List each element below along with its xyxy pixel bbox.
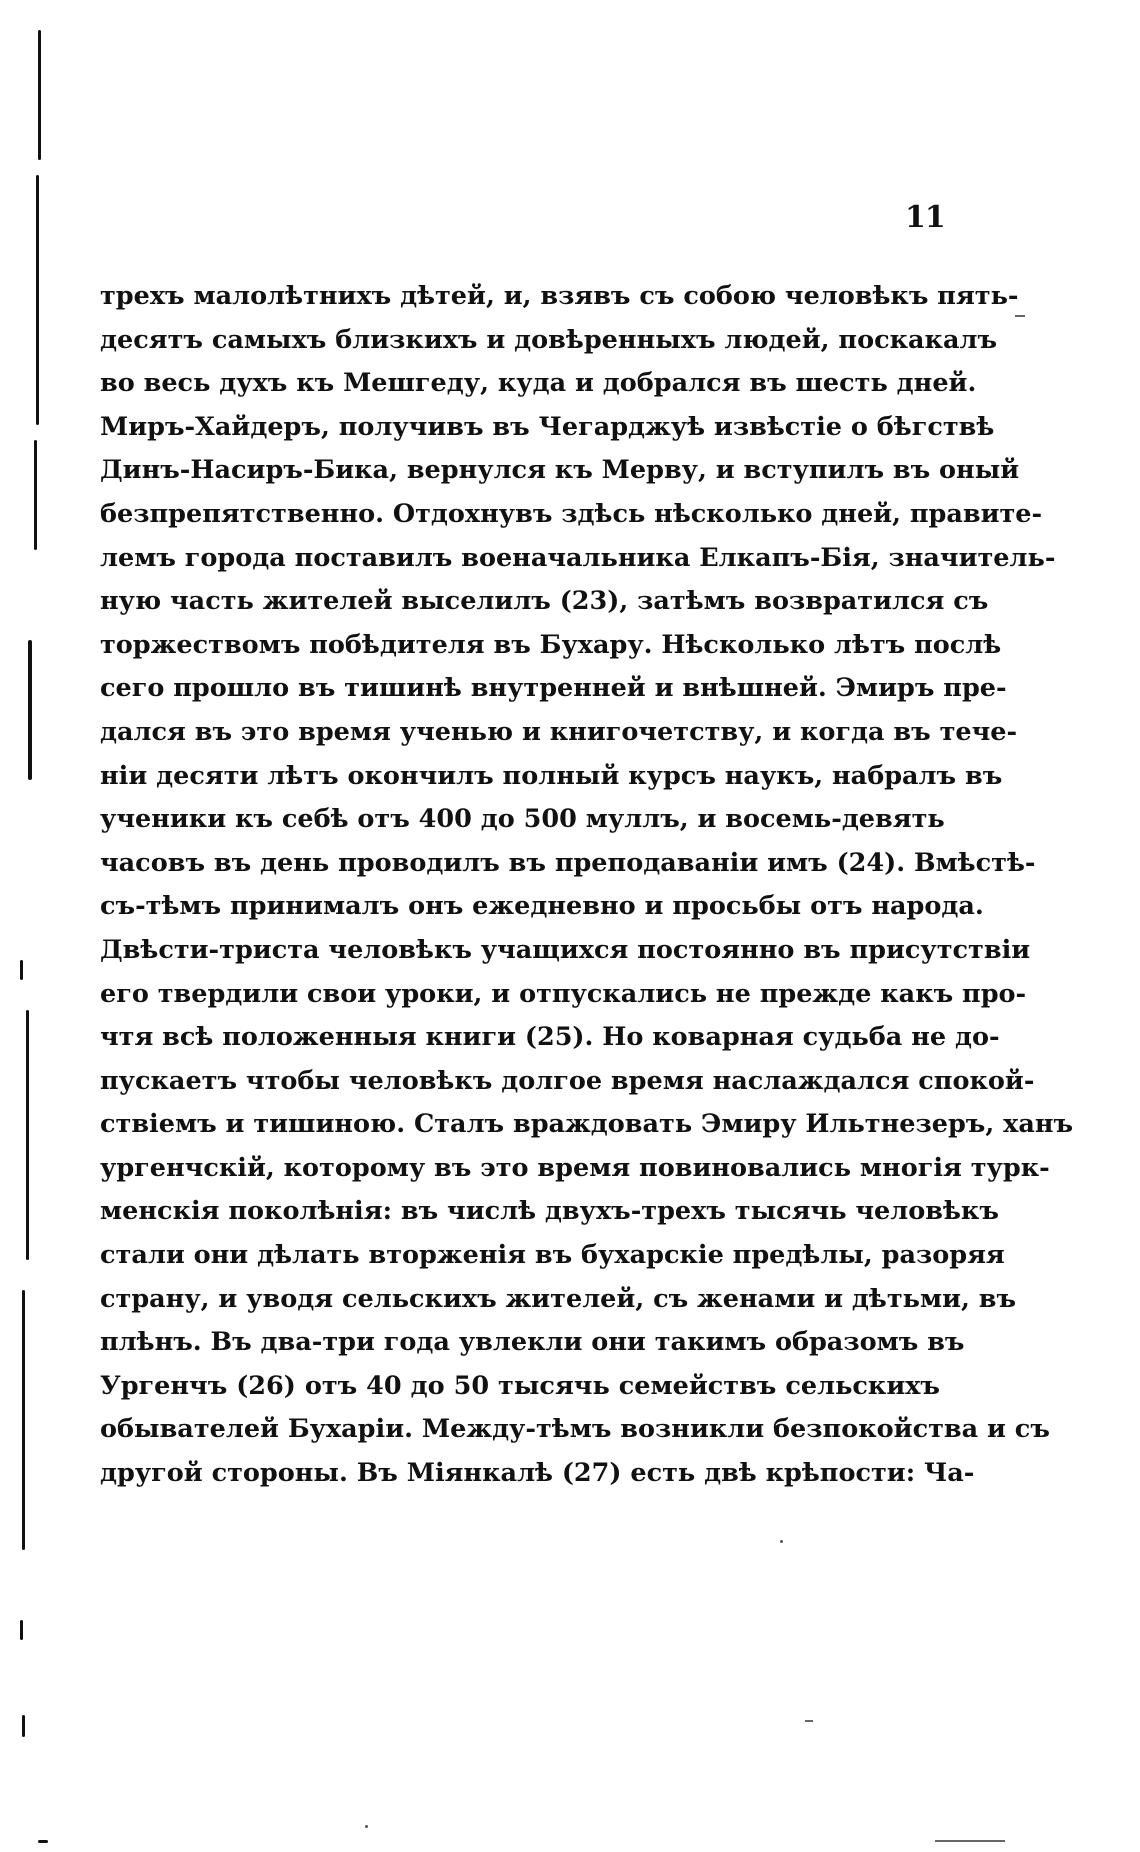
scan-speck	[805, 1720, 813, 1722]
text-line: ніи десяти лѣтъ окончилъ полный курсъ наукъ, набралъ въ	[100, 760, 1003, 791]
text-line: страну, и уводя сельскихъ жителей, съ женами и дѣтьми, въ	[100, 1283, 1017, 1314]
text-line: менскія поколѣнія: въ числѣ двухъ-трехъ тысячь человѣкъ	[100, 1196, 999, 1227]
text-line: Динъ-Насиръ-Бика, вернулся къ Мерву, и вступилъ въ оный	[100, 455, 1020, 486]
text-line: дался въ это время ученью и книгочетству, и когда въ тече-	[100, 716, 1018, 747]
left-margin-scan-line	[34, 440, 37, 550]
text-line: пускаетъ чтобы человѣкъ долгое время наслаждался спокой-	[100, 1065, 1035, 1096]
text-line: ургенчскій, которому въ это время повиновались многія турк-	[100, 1152, 1050, 1183]
text-line: трехъ малолѣтнихъ дѣтей, и, взявъ съ собою человѣкъ пять-	[100, 281, 1019, 311]
text-line: ствіемъ и тишиною. Сталъ враждовать Эмиру Ильтнезеръ, ханъ	[100, 1109, 1074, 1140]
text-line: лемъ города поставилъ военачальника Елкапъ-Бія, значитель-	[100, 542, 1056, 573]
left-margin-scan-line	[22, 1715, 25, 1737]
text-line: десятъ самыхъ близкихъ и довѣренныхъ людей, поскакалъ	[100, 324, 998, 355]
scan-speck	[1015, 315, 1025, 317]
text-line: обывателей Бухаріи. Между-тѣмъ возникли безпокойства и съ	[100, 1414, 1050, 1445]
text-line: чтя всѣ положенныя книги (25). Но коварная судьба не до-	[100, 1022, 1000, 1053]
text-line: стали они дѣлать вторженія въ бухарскіе предѣлы, разоряя	[100, 1240, 1005, 1271]
text-line: безпрепятственно. Отдохнувъ здѣсь нѣсколько дней, правите-	[100, 498, 1043, 529]
text-line: другой стороны. Въ Міянкалѣ (27) есть двѣ крѣпости: Ча-	[100, 1458, 975, 1489]
text-line: во весь духъ къ Мешгеду, куда и добрался въ шесть дней.	[100, 368, 977, 399]
text-line: ученики къ себѣ отъ 400 до 500 муллъ, и восемь-девять	[100, 804, 945, 835]
text-line: торжествомъ побѣдителя въ Бухару. Нѣсколько лѣтъ послѣ	[100, 629, 1002, 660]
scan-speck	[365, 1825, 368, 1828]
text-line: часовъ въ день проводилъ въ преподаваніи имъ (24). Вмѣстѣ-	[100, 847, 1036, 878]
text-line: Двѣсти-триста человѣкъ учащихся постоянно въ присутствіи	[100, 934, 1031, 965]
scan-speck	[935, 1840, 1005, 1842]
text-line: съ-тѣмъ принималъ онъ ежедневно и просьбы отъ народа.	[100, 891, 984, 922]
body-text	[100, 275, 1074, 1496]
left-margin-scan-line	[36, 175, 39, 425]
text-line: сего прошло въ тишинѣ внутренней и внѣшней. Эмиръ пре-	[100, 673, 1007, 704]
left-margin-scan-line	[38, 30, 41, 160]
text-line: ную часть жителей выселилъ (23), затѣмъ возвратился съ	[100, 586, 989, 617]
text-line: плѣнъ. Въ два-три года увлекли они такимъ образомъ въ	[100, 1327, 965, 1358]
left-margin-scan-line	[22, 1290, 25, 1550]
scan-speck	[780, 1540, 783, 1543]
text-line: его твердили свои уроки, и отпускались не прежде какъ про-	[100, 978, 1027, 1009]
page-number: 11	[905, 200, 945, 235]
text-line: Миръ-Хайдеръ, получивъ въ Чегарджуѣ извѣстіе о бѣгствѣ	[100, 411, 995, 442]
left-margin-scan-line	[20, 960, 23, 980]
left-margin-scan-line	[20, 1620, 23, 1640]
text-line: Ургенчъ (26) отъ 40 до 50 тысячь семействъ сельскихъ	[100, 1370, 940, 1401]
corner-scan-mark	[38, 1840, 48, 1843]
left-margin-scan-line	[28, 640, 32, 780]
left-margin-scan-line	[26, 1010, 29, 1260]
